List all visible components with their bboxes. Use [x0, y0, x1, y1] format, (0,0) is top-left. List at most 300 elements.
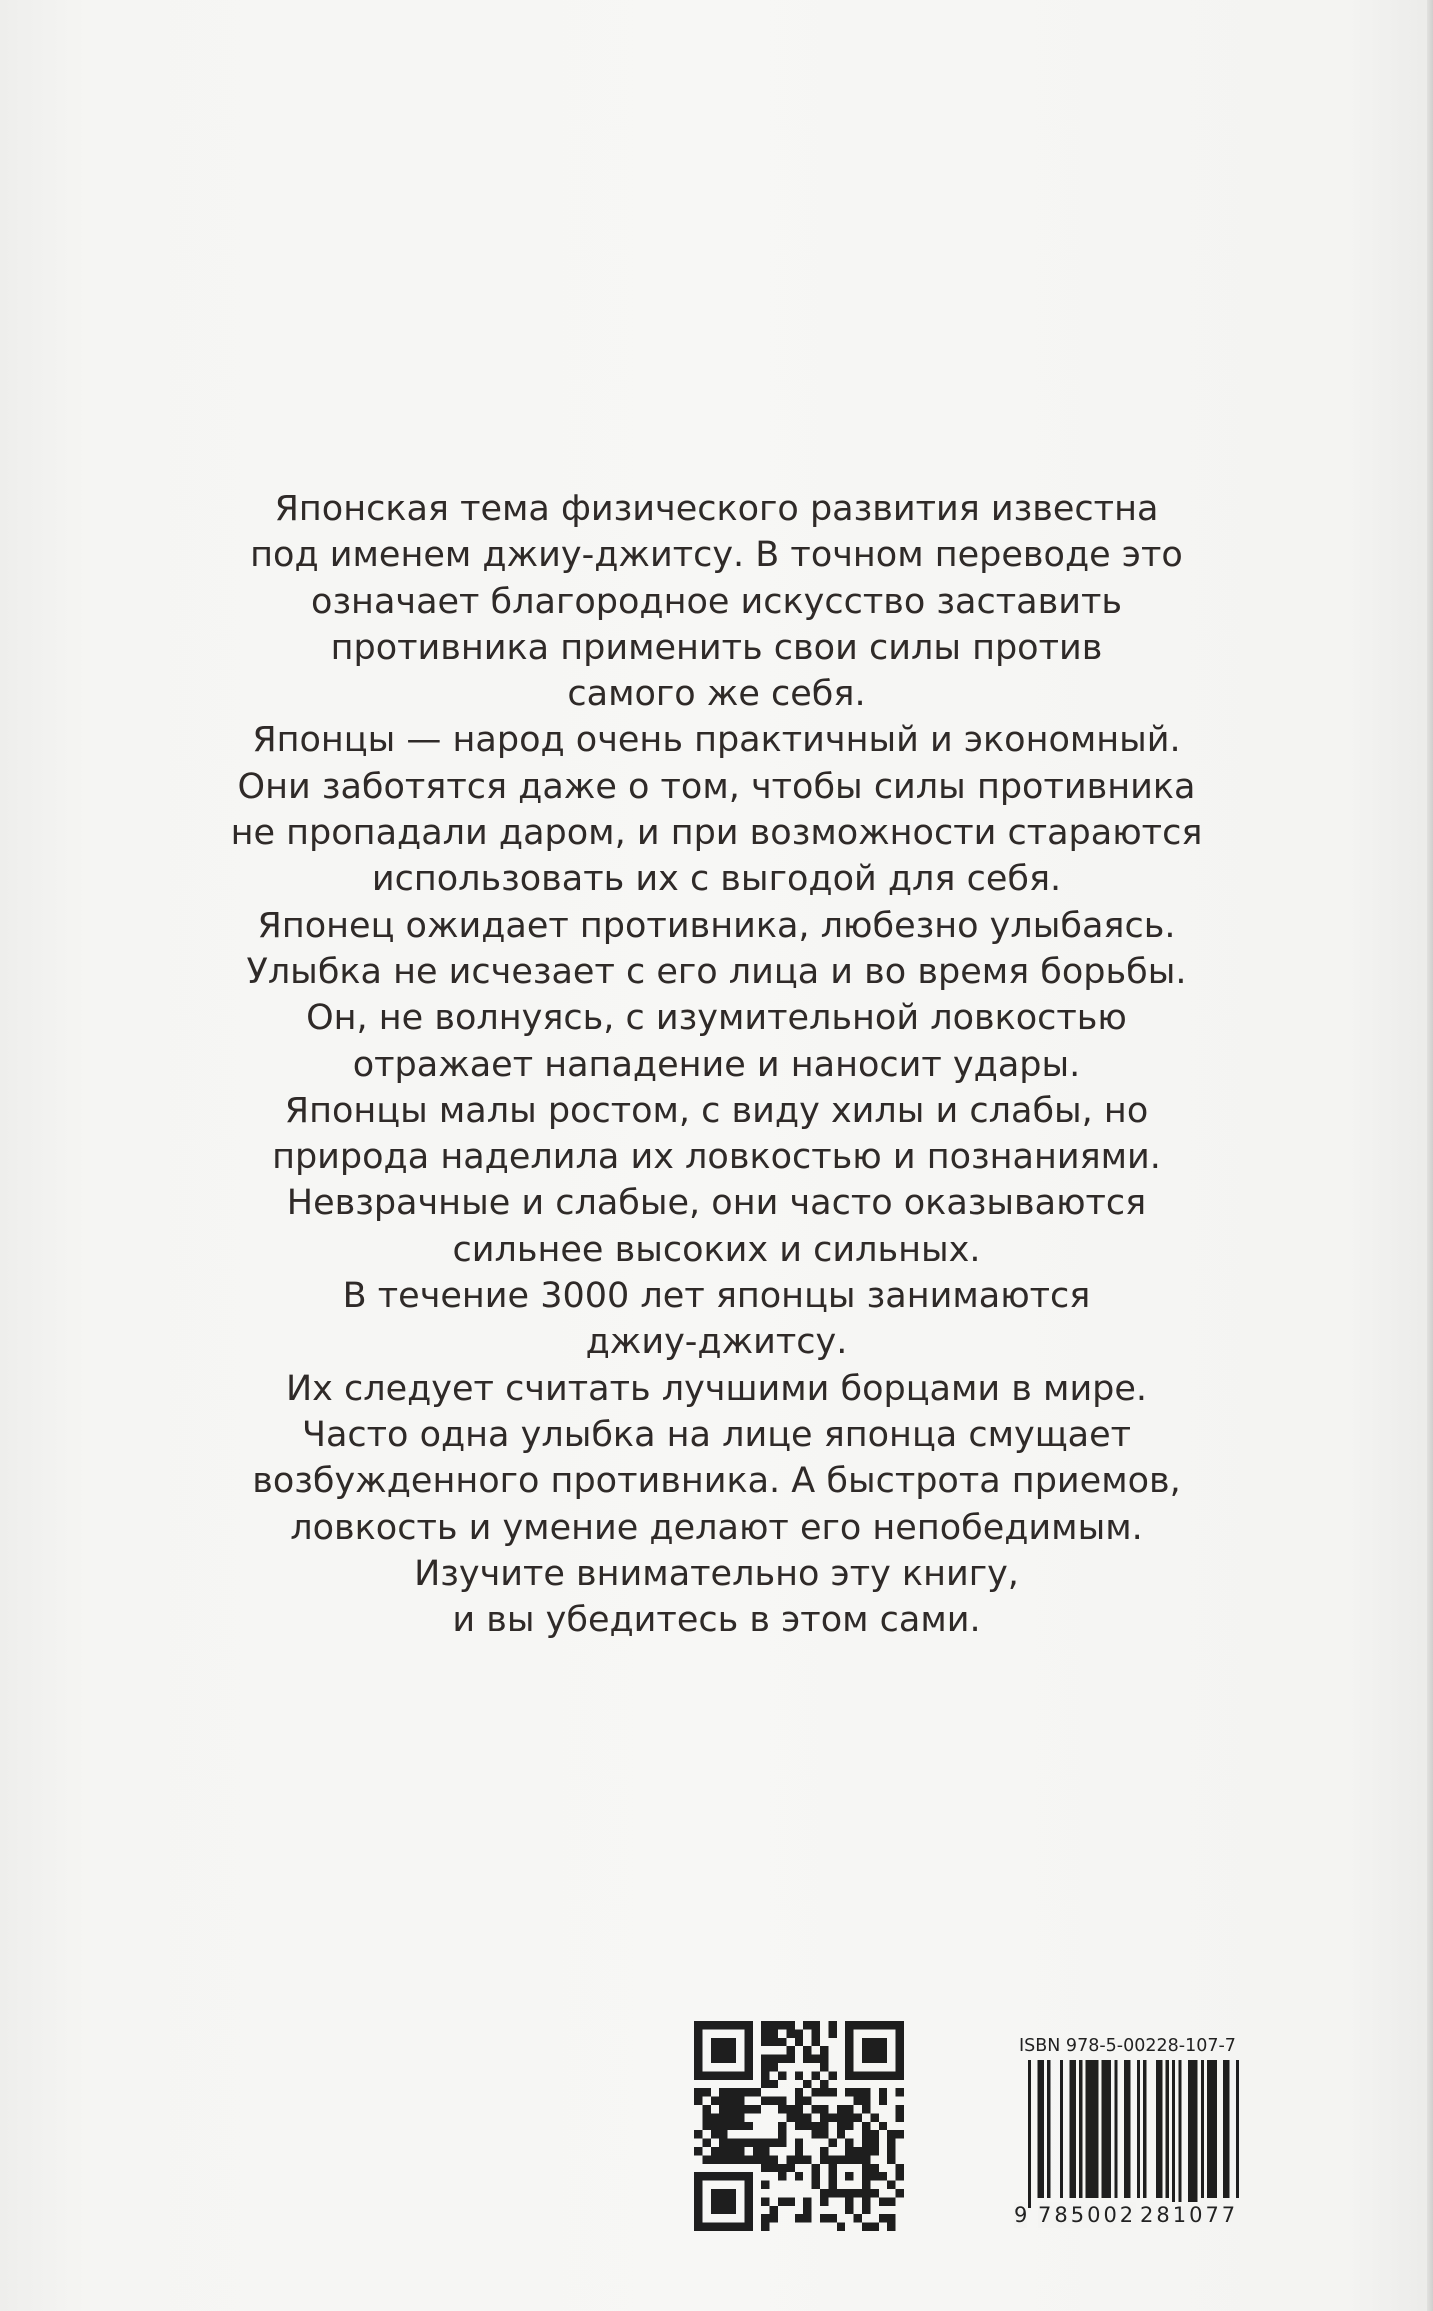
blurb-line: Японец ожидает противника, любезно улыбаясь.: [257, 905, 1176, 946]
qr-module: [837, 2113, 845, 2121]
qr-module: [803, 2097, 811, 2105]
qr-module: [854, 2071, 862, 2079]
qr-module: [828, 2164, 836, 2172]
qr-module: [694, 2206, 702, 2214]
qr-module: [770, 2097, 778, 2105]
qr-module: [786, 2046, 794, 2054]
qr-module: [694, 2038, 702, 2046]
qr-module: [728, 2189, 736, 2197]
qr-module: [744, 2214, 752, 2222]
barcode-digit-first: 9: [1014, 2203, 1028, 2227]
blurb-line: Японцы малы ростом, с виду хилы и слабы, но: [284, 1090, 1149, 1131]
barcode-bar: [1124, 2060, 1130, 2198]
qr-module: [744, 2055, 752, 2063]
qr-module: [812, 2122, 820, 2130]
barcode-bar: [1047, 2060, 1050, 2198]
qr-module: [728, 2122, 736, 2130]
qr-module: [736, 2088, 744, 2096]
qr-module: [711, 2189, 719, 2197]
qr-module: [736, 2071, 744, 2079]
qr-module: [896, 2063, 904, 2071]
qr-module: [761, 2071, 769, 2079]
barcode-bar: [1028, 2060, 1031, 2208]
qr-module: [837, 2122, 845, 2130]
qr-module: [795, 2147, 803, 2155]
qr-module: [761, 2063, 769, 2071]
qr-module: [761, 2164, 769, 2172]
qr-module: [862, 2021, 870, 2029]
qr-module: [719, 2046, 727, 2054]
qr-module: [719, 2130, 727, 2138]
qr-module: [711, 2021, 719, 2029]
barcode-bar: [1178, 2060, 1181, 2208]
qr-module: [812, 2105, 820, 2113]
qr-module: [736, 2097, 744, 2105]
qr-module: [862, 2223, 870, 2231]
qr-module: [761, 2214, 769, 2222]
qr-module: [736, 2223, 744, 2231]
qr-module: [795, 2113, 803, 2121]
qr-module: [744, 2038, 752, 2046]
qr-module: [694, 2130, 702, 2138]
qr-module: [778, 2122, 786, 2130]
qr-module: [736, 2155, 744, 2163]
qr-module: [837, 2189, 845, 2197]
qr-module: [845, 2113, 853, 2121]
blurb-line: Часто одна улыбка на лице японца смущает: [301, 1414, 1132, 1455]
qr-module: [753, 2155, 761, 2163]
qr-module: [736, 2147, 744, 2155]
qr-module: [744, 2122, 752, 2130]
qr-module: [820, 2197, 828, 2205]
qr-module: [837, 2155, 845, 2163]
blurb-line: использовать их с выгодой для себя.: [371, 859, 1062, 900]
qr-module: [770, 2080, 778, 2088]
qr-module: [887, 2214, 895, 2222]
qr-module: [879, 2071, 887, 2079]
blurb-line: возбужденного противника. А быстрота приемов,: [252, 1461, 1181, 1502]
isbn-barcode-block: [1016, 2036, 1246, 2232]
qr-module: [719, 2206, 727, 2214]
qr-module: [719, 2105, 727, 2113]
qr-module: [820, 2046, 828, 2054]
qr-module: [820, 2214, 828, 2222]
qr-module: [896, 2046, 904, 2054]
qr-module: [845, 2155, 853, 2163]
qr-module: [870, 2147, 878, 2155]
qr-module: [870, 2071, 878, 2079]
qr-module: [786, 2021, 794, 2029]
blurb-line: не пропадали даром, и при возможности стараются: [230, 813, 1203, 854]
qr-module: [702, 2088, 710, 2096]
blurb-line: отражает нападение и наносит удары.: [352, 1044, 1081, 1085]
qr-module: [736, 2105, 744, 2113]
qr-module: [803, 2021, 811, 2029]
qr-module: [845, 2206, 853, 2214]
qr-module: [744, 2105, 752, 2113]
barcode-bar: [1143, 2060, 1146, 2198]
qr-module: [761, 2147, 769, 2155]
qr-code-icon[interactable]: [694, 2021, 904, 2231]
qr-module: [694, 2172, 702, 2180]
barcode-bar: [1156, 2060, 1162, 2198]
qr-module: [770, 2021, 778, 2029]
qr-module: [711, 2197, 719, 2205]
qr-module: [736, 2139, 744, 2147]
qr-module: [828, 2088, 836, 2096]
qr-module: [786, 2113, 794, 2121]
qr-module: [778, 2105, 786, 2113]
qr-module: [828, 2029, 836, 2037]
barcode-bar: [1207, 2060, 1217, 2198]
qr-module: [728, 2197, 736, 2205]
qr-module: [879, 2172, 887, 2180]
qr-module: [862, 2071, 870, 2079]
qr-module: [770, 2038, 778, 2046]
qr-module: [770, 2155, 778, 2163]
qr-module: [820, 2147, 828, 2155]
qr-module: [854, 2097, 862, 2105]
blurb-line: ловкость и умение делают его непобедимым.: [290, 1507, 1143, 1548]
qr-module: [887, 2130, 895, 2138]
qr-module: [820, 2155, 828, 2163]
qr-module: [711, 2071, 719, 2079]
barcode-bar: [1114, 2060, 1117, 2198]
qr-module: [702, 2021, 710, 2029]
qr-module: [770, 2164, 778, 2172]
qr-module: [862, 2164, 870, 2172]
qr-module: [753, 2147, 761, 2155]
blurb-line: и вы убедитесь в этом сами.: [452, 1600, 981, 1641]
qr-module: [744, 2223, 752, 2231]
qr-module: [845, 2147, 853, 2155]
qr-module: [786, 2155, 794, 2163]
qr-module: [820, 2189, 828, 2197]
qr-module: [812, 2021, 820, 2029]
qr-module: [896, 2130, 904, 2138]
qr-module: [694, 2021, 702, 2029]
qr-module: [694, 2197, 702, 2205]
qr-module: [786, 2164, 794, 2172]
qr-module: [820, 2063, 828, 2071]
qr-module: [862, 2181, 870, 2189]
blurb-line: Невзрачные и слабые, они часто оказываются: [286, 1183, 1147, 1224]
qr-module: [812, 2071, 820, 2079]
qr-module: [728, 2021, 736, 2029]
qr-module: [719, 2038, 727, 2046]
blurb-line: Изучите внимательно эту книгу,: [414, 1553, 1019, 1594]
barcode-bar: [1201, 2060, 1204, 2198]
qr-module: [761, 2038, 769, 2046]
qr-module: [795, 2038, 803, 2046]
qr-module: [896, 2189, 904, 2197]
qr-module: [778, 2038, 786, 2046]
qr-module: [795, 2214, 803, 2222]
qr-module: [870, 2164, 878, 2172]
qr-module: [770, 2055, 778, 2063]
qr-module: [803, 2080, 811, 2088]
qr-module: [744, 2088, 752, 2096]
qr-module: [778, 2071, 786, 2079]
qr-module: [761, 2029, 769, 2037]
qr-module: [820, 2080, 828, 2088]
qr-module: [812, 2055, 820, 2063]
qr-module: [753, 2088, 761, 2096]
qr-module: [719, 2113, 727, 2121]
qr-module: [728, 2055, 736, 2063]
blurb-line: под именем джиу-джитсу. В точном переводе это: [250, 535, 1183, 576]
qr-module: [845, 2071, 853, 2079]
qr-module: [728, 2105, 736, 2113]
barcode-bar: [1060, 2060, 1063, 2198]
qr-module: [744, 2181, 752, 2189]
qr-module: [870, 2055, 878, 2063]
qr-module: [702, 2223, 710, 2231]
qr-module: [896, 2071, 904, 2079]
qr-module: [736, 2172, 744, 2180]
qr-module: [728, 2206, 736, 2214]
qr-module: [870, 2223, 878, 2231]
qr-module: [828, 2113, 836, 2121]
qr-module: [778, 2097, 786, 2105]
qr-module: [761, 2021, 769, 2029]
qr-module: [786, 2105, 794, 2113]
barcode-digits-right: 281077: [1140, 2203, 1239, 2227]
qr-module: [854, 2088, 862, 2096]
qr-module: [870, 2038, 878, 2046]
qr-module: [879, 2055, 887, 2063]
qr-module: [803, 2197, 811, 2205]
qr-module: [887, 2139, 895, 2147]
blurb-line: самого же себя.: [567, 674, 866, 715]
qr-module: [728, 2223, 736, 2231]
qr-module: [812, 2088, 820, 2096]
qr-module: [778, 2197, 786, 2205]
qr-module: [778, 2139, 786, 2147]
qr-module: [770, 2063, 778, 2071]
qr-module: [820, 2055, 828, 2063]
qr-module: [845, 2197, 853, 2205]
qr-module: [828, 2214, 836, 2222]
qr-module: [728, 2172, 736, 2180]
qr-module: [896, 2055, 904, 2063]
qr-module: [702, 2172, 710, 2180]
qr-module: [828, 2071, 836, 2079]
qr-module: [854, 2147, 862, 2155]
qr-module: [702, 2155, 710, 2163]
qr-module: [854, 2214, 862, 2222]
qr-module: [728, 2038, 736, 2046]
qr-module: [862, 2197, 870, 2205]
qr-module: [778, 2055, 786, 2063]
qr-module: [702, 2105, 710, 2113]
qr-module: [862, 2097, 870, 2105]
qr-module: [761, 2197, 769, 2205]
qr-module: [812, 2130, 820, 2138]
qr-module: [711, 2055, 719, 2063]
qr-module: [744, 2155, 752, 2163]
qr-module: [896, 2088, 904, 2096]
qr-module: [719, 2071, 727, 2079]
qr-module: [862, 2172, 870, 2180]
qr-module: [887, 2071, 895, 2079]
qr-module: [870, 2113, 878, 2121]
qr-module: [736, 2021, 744, 2029]
qr-module: [795, 2172, 803, 2180]
qr-module: [828, 2181, 836, 2189]
qr-module: [694, 2189, 702, 2197]
qr-module: [744, 2071, 752, 2079]
qr-module: [744, 2197, 752, 2205]
qr-module: [719, 2147, 727, 2155]
qr-module: [770, 2214, 778, 2222]
qr-module: [711, 2122, 719, 2130]
qr-module: [761, 2080, 769, 2088]
qr-module: [770, 2206, 778, 2214]
qr-module: [761, 2181, 769, 2189]
qr-module: [896, 2038, 904, 2046]
qr-module: [896, 2021, 904, 2029]
qr-module: [719, 2139, 727, 2147]
qr-module: [837, 2105, 845, 2113]
qr-module: [728, 2155, 736, 2163]
qr-module: [828, 2189, 836, 2197]
qr-module: [845, 2038, 853, 2046]
qr-module: [719, 2097, 727, 2105]
qr-module: [879, 2088, 887, 2096]
blurb-line: сильнее высоких и сильных.: [452, 1229, 981, 1270]
barcode-digits-left: 785002: [1038, 2203, 1137, 2227]
qr-module: [879, 2097, 887, 2105]
qr-module: [702, 2113, 710, 2121]
blurb-line: джиу-джитсу.: [585, 1322, 848, 1363]
qr-module: [803, 2155, 811, 2163]
qr-module: [770, 2029, 778, 2037]
qr-module: [711, 2097, 719, 2105]
qr-module: [845, 2139, 853, 2147]
qr-module: [795, 2105, 803, 2113]
qr-module: [845, 2105, 853, 2113]
qr-module: [862, 2206, 870, 2214]
qr-module: [896, 2105, 904, 2113]
qr-module: [820, 2113, 828, 2121]
qr-module: [761, 2223, 769, 2231]
qr-module: [719, 2155, 727, 2163]
qr-module: [845, 2189, 853, 2197]
qr-module: [702, 2122, 710, 2130]
qr-module: [812, 2038, 820, 2046]
qr-module: [828, 2139, 836, 2147]
qr-module: [761, 2097, 769, 2105]
qr-module: [786, 2197, 794, 2205]
qr-module: [837, 2130, 845, 2138]
qr-module: [711, 2046, 719, 2054]
qr-module: [887, 2021, 895, 2029]
qr-module: [728, 2088, 736, 2096]
qr-module: [812, 2164, 820, 2172]
qr-module: [862, 2139, 870, 2147]
qr-module: [694, 2097, 702, 2105]
qr-module: [870, 2046, 878, 2054]
barcode-bar: [1137, 2060, 1140, 2198]
blurb-line: Их следует считать лучшими борцами в мире.: [285, 1368, 1148, 1409]
qr-module: [744, 2063, 752, 2071]
qr-module: [795, 2071, 803, 2079]
qr-module: [694, 2088, 702, 2096]
qr-module: [862, 2122, 870, 2130]
qr-module: [795, 2155, 803, 2163]
barcode-bar: [1223, 2060, 1229, 2198]
blurb-text: [150, 486, 1283, 1643]
qr-module: [761, 2155, 769, 2163]
qr-module: [870, 2139, 878, 2147]
qr-module: [862, 2038, 870, 2046]
blurb-line: Японцы — народ очень практичный и экономный.: [252, 720, 1181, 761]
qr-module: [803, 2055, 811, 2063]
qr-module: [862, 2046, 870, 2054]
qr-module: [795, 2088, 803, 2096]
qr-module: [711, 2147, 719, 2155]
qr-module: [812, 2029, 820, 2037]
qr-module: [896, 2172, 904, 2180]
qr-module: [862, 2130, 870, 2138]
qr-module: [719, 2172, 727, 2180]
qr-module: [870, 2130, 878, 2138]
qr-module: [845, 2029, 853, 2037]
qr-module: [719, 2055, 727, 2063]
blurb-line: природа наделила их ловкостью и познаниями.: [272, 1137, 1161, 1178]
qr-module: [702, 2071, 710, 2079]
qr-module: [778, 2021, 786, 2029]
qr-module: [862, 2088, 870, 2096]
qr-module: [744, 2206, 752, 2214]
qr-module: [812, 2181, 820, 2189]
qr-module: [845, 2055, 853, 2063]
qr-module: [753, 2139, 761, 2147]
qr-module: [736, 2122, 744, 2130]
qr-module: [728, 2113, 736, 2121]
qr-module: [803, 2113, 811, 2121]
qr-module: [879, 2021, 887, 2029]
qr-module: [854, 2021, 862, 2029]
barcode-bar: [1079, 2060, 1082, 2198]
qr-module: [744, 2139, 752, 2147]
qr-module: [744, 2189, 752, 2197]
qr-module: [694, 2055, 702, 2063]
qr-module: [854, 2155, 862, 2163]
qr-module: [862, 2155, 870, 2163]
qr-module: [896, 2113, 904, 2121]
qr-module: [879, 2214, 887, 2222]
qr-module: [728, 2071, 736, 2079]
qr-module: [845, 2021, 853, 2029]
qr-module: [795, 2097, 803, 2105]
qr-module: [694, 2181, 702, 2189]
qr-module: [862, 2147, 870, 2155]
qr-module: [719, 2197, 727, 2205]
qr-module: [728, 2046, 736, 2054]
qr-module: [795, 2122, 803, 2130]
isbn-label: ISBN 978-5-00228-107-7: [1019, 2036, 1236, 2056]
qr-module: [711, 2130, 719, 2138]
barcode-bar: [1236, 2060, 1239, 2198]
qr-module: [786, 2029, 794, 2037]
blurb-line: В течение 3000 лет японцы занимаются: [342, 1276, 1091, 1317]
qr-module: [694, 2071, 702, 2079]
qr-module: [879, 2122, 887, 2130]
qr-module: [887, 2147, 895, 2155]
barcode-bar: [1086, 2060, 1099, 2198]
